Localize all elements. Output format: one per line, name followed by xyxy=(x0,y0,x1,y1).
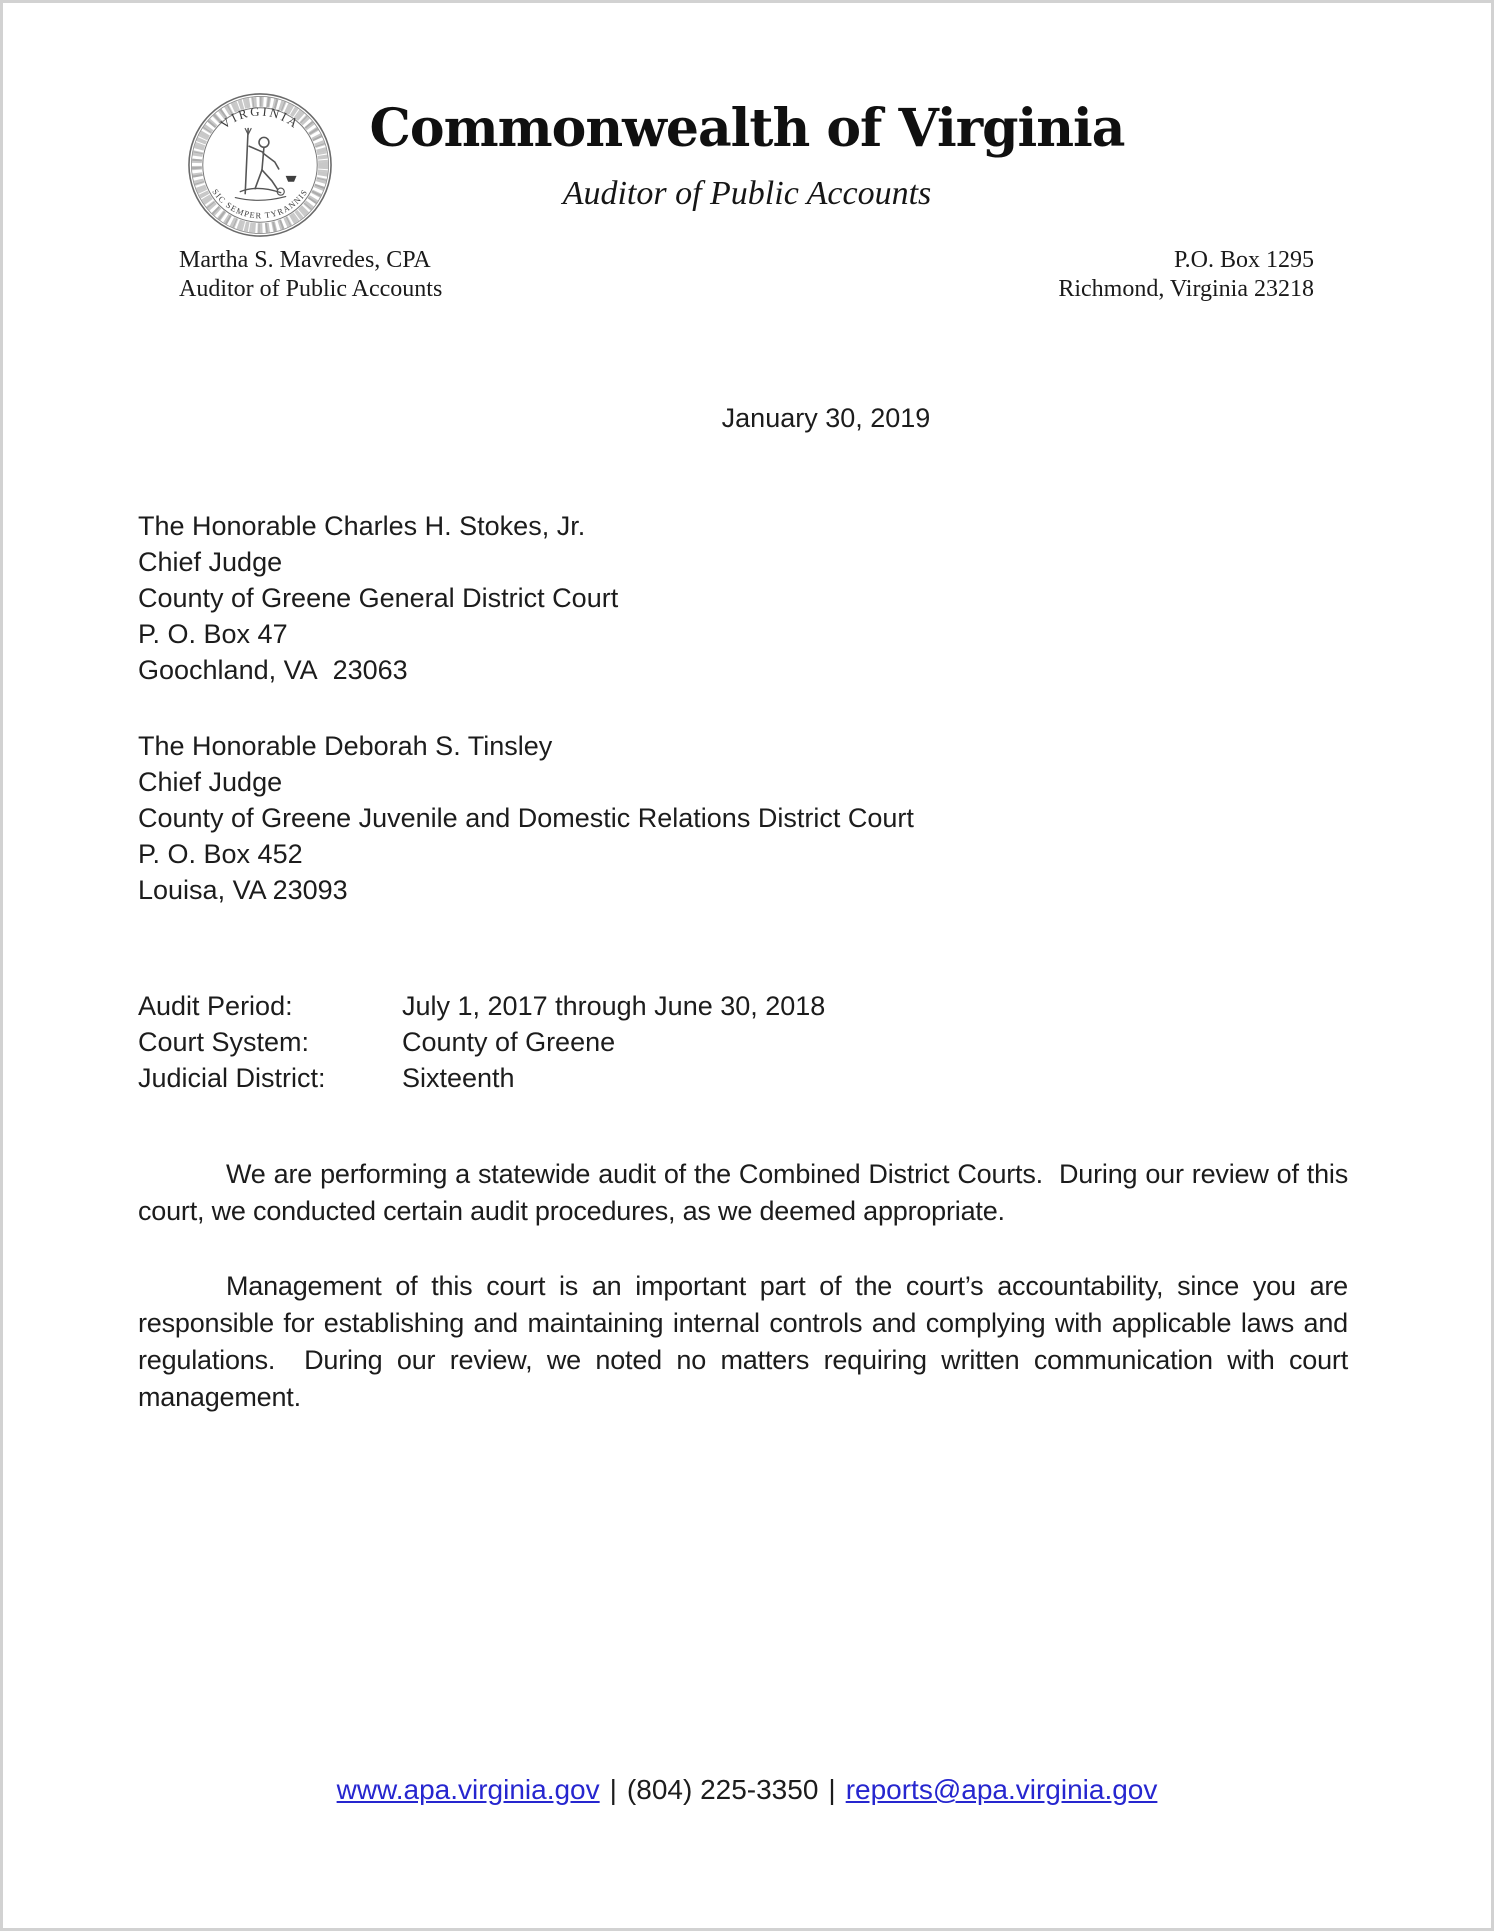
recipient-po-box: P. O. Box 47 xyxy=(138,619,288,649)
auditor-name-block xyxy=(179,246,442,304)
recipient-title: Chief Judge xyxy=(138,767,283,797)
footer-separator: | xyxy=(828,1774,836,1805)
letter-footer xyxy=(3,1773,1491,1807)
website-link[interactable]: www.apa.virginia.gov xyxy=(336,1774,600,1805)
court-system-label: Court System: xyxy=(138,1027,310,1057)
letterhead-center xyxy=(3,99,1491,213)
judicial-district-value: Sixteenth xyxy=(402,1063,515,1093)
audit-info-block xyxy=(138,988,1348,1096)
judicial-district-label: Judicial District: xyxy=(138,1063,326,1093)
audit-period-value: July 1, 2017 through June 30, 2018 xyxy=(402,991,826,1021)
letter-body xyxy=(138,401,1356,1416)
letterhead-subtitle: Auditor of Public Accounts xyxy=(562,175,932,212)
recipient-city-state-zip: Goochland, VA 23063 xyxy=(138,655,408,685)
judicial-district-row xyxy=(138,1060,1348,1096)
recipient-city-state-zip: Louisa, VA 23093 xyxy=(138,875,348,905)
phone-number: (804) 225-3350 xyxy=(626,1774,819,1805)
auditor-name: Martha S. Mavredes, CPA xyxy=(179,247,431,273)
paragraph-management-statement: Management of this court is an important part of the court’s accountability, since you are responsible for establishing and maintaining internal controls and complying with applicable laws and regulations. During our review, we noted no matters requiring written communication with court management. xyxy=(138,1271,1356,1412)
audit-period-label: Audit Period: xyxy=(138,991,293,1021)
seal-top-text: VIRGINIA xyxy=(217,104,303,132)
recipient-court: County of Greene Juvenile and Domestic Relations District Court xyxy=(138,803,914,833)
footer-separator: | xyxy=(609,1774,617,1805)
letter-date: January 30, 2019 xyxy=(721,403,931,433)
office-city-state-zip: Richmond, Virginia 23218 xyxy=(1058,276,1314,302)
recipient-title: Chief Judge xyxy=(138,547,283,577)
court-system-row xyxy=(138,1024,1348,1060)
audit-period-row xyxy=(138,988,1348,1024)
recipient-name: The Honorable Charles H. Stokes, Jr. xyxy=(138,511,586,541)
office-po-box: P.O. Box 1295 xyxy=(1173,247,1314,273)
letterhead-title: Commonwealth of Virginia xyxy=(369,98,1125,159)
email-link[interactable]: reports@apa.virginia.gov xyxy=(845,1774,1158,1805)
recipient-po-box: P. O. Box 452 xyxy=(138,839,303,869)
paragraph-audit-statement: We are performing a statewide audit of the Combined District Courts. During our review of this court, we conducted certain audit procedures, as we deemed appropriate. xyxy=(138,1159,1356,1226)
recipient-block-2 xyxy=(138,728,1348,908)
recipient-name: The Honorable Deborah S. Tinsley xyxy=(138,731,553,761)
office-address-block xyxy=(1058,246,1314,304)
seal-bottom-text: SIC SEMPER TYRANNIS xyxy=(210,187,310,221)
recipient-block-1 xyxy=(138,508,1348,688)
court-system-value: County of Greene xyxy=(402,1027,616,1057)
recipient-court: County of Greene General District Court xyxy=(138,583,619,613)
auditor-title: Auditor of Public Accounts xyxy=(179,276,443,302)
